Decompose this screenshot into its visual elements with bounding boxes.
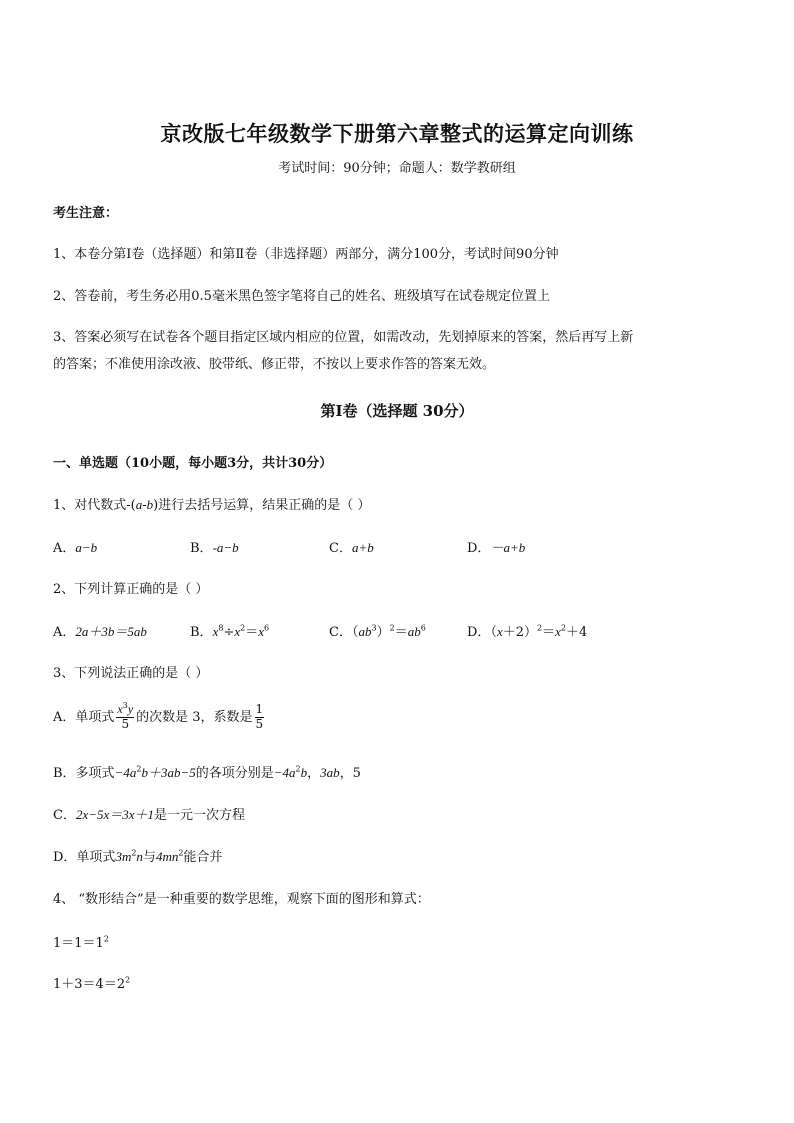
question-4-stem: 4、 “数形结合”是一种重要的数学思维，观察下面的图形和算式： <box>53 892 430 907</box>
notice-item-1: 1、本卷分第Ⅰ卷（选择题）和第Ⅱ卷（非选择题）两部分，满分100分，考试时间90分钟 <box>53 247 559 262</box>
question-1-option-b[interactable]: B．-a−b <box>190 540 239 556</box>
question-2-option-c[interactable]: C．$(ab^3)^2=ab^6$ <box>329 623 426 640</box>
notice-item-3: 3、答案必须写在试卷各个题目指定区域内相应的位置，如需改动，先划掉原来的答案，然后再写上新 <box>53 330 634 345</box>
question-3-option-d[interactable]: D．单项式$3m^2n$与$4mn^2$能合并 <box>53 848 223 865</box>
question-1-option-c[interactable]: C．a+b <box>329 540 374 556</box>
question-4-equation-1: $1=1=1^2$ <box>53 934 109 951</box>
question-4-equation-2: $1+3=4=2^2$ <box>53 975 131 992</box>
question-2-option-a[interactable]: A．2a＋3b＝5ab <box>53 624 147 640</box>
question-2-stem: 2、下列计算正确的是（ ） <box>53 582 209 597</box>
question-1-option-a[interactable]: A．a−b <box>53 540 98 556</box>
question-3-option-a[interactable]: A．单项式 $\frac{x^3y}{5}$ 的次数是 3，系数是 $\frac{1}{5}$ <box>53 701 264 731</box>
section-title: 第Ⅰ卷（选择题 30分） <box>320 402 474 420</box>
fraction: $\frac{x^3y}{5}$ <box>117 701 134 731</box>
question-2-option-b[interactable]: B．$x^8\div x^2=x^6$ <box>190 623 270 640</box>
question-1-stem: 1、对代数式-(a-b)进行去括号运算，结果正确的是（ ） <box>53 497 371 513</box>
question-2-option-d[interactable]: D．$(x+2)^2=x^2+4$ <box>467 623 588 640</box>
question-3-option-c[interactable]: C．2x−5x＝3x＋1是一元一次方程 <box>53 807 246 823</box>
notice-item-3-cont: 的答案；不准使用涂改液、胶带纸、修正带，不按以上要求作答的答案无效。 <box>53 357 496 372</box>
question-3-stem: 3、下列说法正确的是（ ） <box>53 666 209 681</box>
fraction: $\frac{1}{5}$ <box>255 702 264 731</box>
exam-info: 考试时间：90分钟；命题人：数学教研组 <box>278 161 516 176</box>
question-1-option-d[interactable]: D．－a+b <box>467 540 526 556</box>
part-heading: 一、单选题（10小题，每小题3分，共计30分） <box>53 456 333 471</box>
notice-item-2: 2、答卷前，考生务必用0.5毫米黑色签字笔将自己的姓名、班级填写在试卷规定位置上 <box>53 289 550 304</box>
page-title: 京改版七年级数学下册第六章整式的运算定向训练 <box>160 121 634 146</box>
question-3-option-b[interactable]: B．多项式$-4a^2b+3ab-5$的各项分别是$-4a^2b$，3ab，5 <box>53 764 361 781</box>
notice-heading: 考生注意： <box>53 206 119 221</box>
